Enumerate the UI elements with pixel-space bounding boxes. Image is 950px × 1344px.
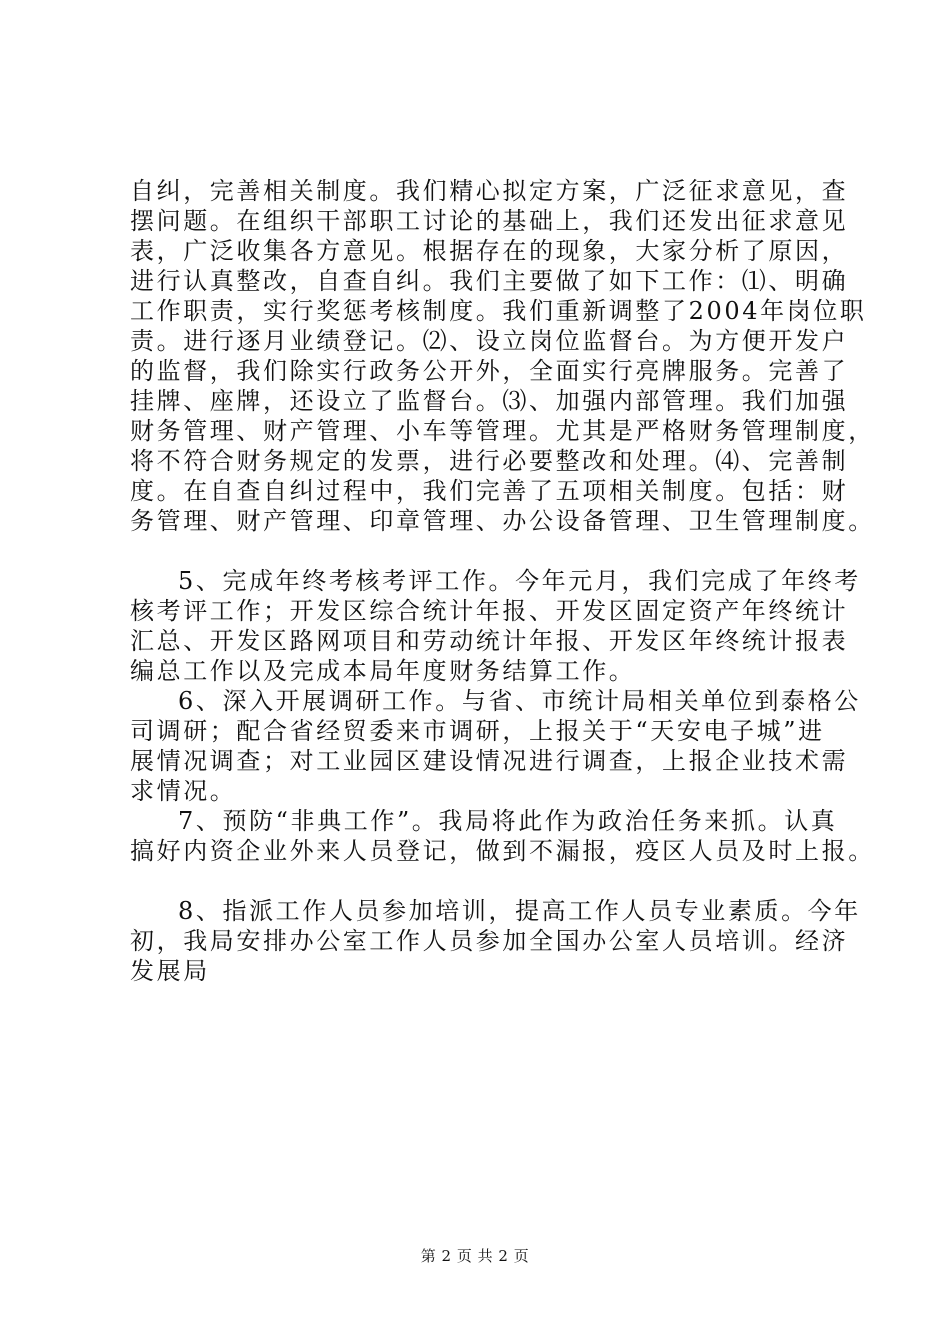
text-line: 7、预防“非典工作”。我局将此作为政治任务来抓。认真 [178, 807, 838, 835]
text-line: 将不符合财务规定的发票，进行必要整改和处理。⑷、完善制 [130, 447, 849, 475]
text-line: 自纠，完善相关制度。我们精心拟定方案，广泛征求意见，查 [130, 177, 849, 205]
paragraph-3 [130, 686, 861, 806]
paragraph-spacer [130, 536, 830, 566]
paragraph-1 [130, 176, 875, 536]
text-line: 司调研；配合省经贸委来市调研，上报关于“天安电子城”进 [130, 717, 825, 745]
text-line: 初，我局安排办公室工作人员参加全国办公室人员培训。经济 [130, 927, 849, 955]
text-line: 编总工作以及完成本局年度财务结算工作。 [130, 657, 636, 685]
text-line: 挂牌、座牌，还设立了监督台。⑶、加强内部管理。我们加强 [130, 387, 849, 415]
text-line: 表，广泛收集各方意见。根据存在的现象，大家分析了原因， [130, 237, 849, 265]
text-line: 5、完成年终考核考评工作。今年元月，我们完成了年终考 [178, 567, 861, 595]
document-body [130, 176, 875, 986]
text-line: 度。在自查自纠过程中，我们完善了五项相关制度。包括：财 [130, 477, 849, 505]
text-line: 务管理、财产管理、印章管理、办公设备管理、卫生管理制度。 [130, 507, 875, 535]
paragraph-spacer [130, 866, 830, 896]
text-line: 工作职责，实行奖惩考核制度。我们重新调整了2004年岗位职 [130, 297, 867, 325]
text-line: 6、深入开展调研工作。与省、市统计局相关单位到泰格公 [178, 687, 861, 715]
text-line: 进行认真整改，自查自纠。我们主要做了如下工作：⑴、明确 [130, 267, 849, 295]
text-line: 的监督，我们除实行政务公开外，全面实行亮牌服务。完善了 [130, 357, 849, 385]
paragraph-5 [130, 896, 861, 986]
paragraph-4 [130, 806, 875, 866]
text-line: 汇总、开发区路网项目和劳动统计年报、开发区年终统计报表 [130, 627, 849, 655]
text-line: 搞好内资企业外来人员登记，做到不漏报，疫区人员及时上报。 [130, 837, 875, 865]
page-number-footer: 第 2 页 共 2 页 [420, 1247, 530, 1265]
text-line: 摆问题。在组织干部职工讨论的基础上，我们还发出征求意见 [130, 207, 849, 235]
text-line: 责。进行逐月业绩登记。⑵、设立岗位监督台。为方便开发户 [130, 327, 849, 355]
text-line: 财务管理、财产管理、小车等管理。尤其是严格财务管理制度， [130, 417, 875, 445]
text-line: 发展局 [130, 957, 210, 985]
text-line: 展情况调查；对工业园区建设情况进行调查，上报企业技术需 [130, 747, 849, 775]
text-line: 求情况。 [130, 777, 237, 805]
text-line: 核考评工作；开发区综合统计年报、开发区固定资产年终统计 [130, 597, 849, 625]
paragraph-2 [130, 566, 861, 686]
text-line: 8、指派工作人员参加培训，提高工作人员专业素质。今年 [178, 897, 861, 925]
